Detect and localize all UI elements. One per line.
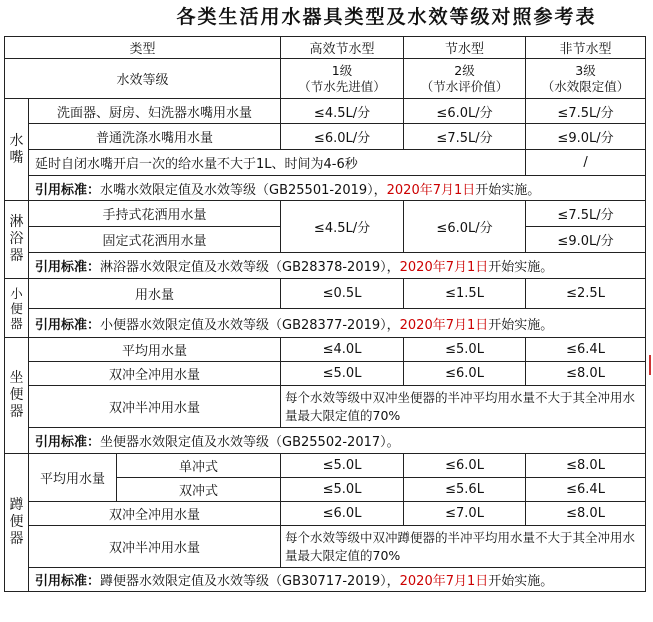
shower-row-1	[5, 201, 646, 227]
toilet-category-char: 便	[9, 387, 24, 403]
standard-heading: 引用标准：	[35, 317, 101, 333]
faucet-row-label: 洗面器、厨房、妇洗器水嘴用水量	[29, 99, 281, 124]
standard-tail: 开始实施。	[488, 260, 554, 275]
squat-avg-v2: ≤5.6L	[404, 478, 526, 502]
toilet-row-1	[5, 338, 646, 362]
grade-row	[5, 59, 646, 99]
standard-text: 水嘴水效限定值及水效等级（GB25501-2019），	[100, 182, 387, 198]
squat-avg-v1: ≤5.0L	[281, 478, 404, 502]
faucet-row-v1: ≤6.0L/分	[281, 124, 404, 150]
shower-row-v3: ≤9.0L/分	[526, 227, 646, 253]
standard-date: 2020年7月1日	[399, 260, 489, 275]
grade-label: 水效等级	[5, 59, 281, 99]
squat-avg-v3: ≤6.4L	[526, 478, 646, 502]
shower-standard-row	[5, 253, 646, 279]
toilet-row-v1: ≤5.0L	[281, 362, 404, 386]
urinal-category	[5, 279, 29, 338]
squat-full-row	[5, 502, 646, 526]
squat-category-char: 便	[9, 514, 24, 530]
faucet-standard	[29, 176, 646, 201]
urinal-standard	[29, 309, 646, 338]
faucet-delay-v3: /	[526, 150, 646, 176]
grade-3-level: 3级	[575, 62, 596, 78]
grade-2	[404, 59, 526, 99]
toilet-standard-row	[5, 428, 646, 454]
faucet-row-v1: ≤4.5L/分	[281, 99, 404, 124]
header-high-efficiency: 高效节水型	[281, 37, 404, 59]
standard-text: 小便器水效限定值及水效等级（GB28377-2019），	[100, 317, 400, 333]
grade-3-note: （水效限定值）	[541, 78, 630, 94]
faucet-row-v3: ≤7.5L/分	[526, 99, 646, 124]
grade-1-note: （节水先进值）	[298, 78, 386, 94]
toilet-category-char: 器	[9, 404, 24, 420]
toilet-row-label: 双冲全冲用水量	[29, 362, 281, 386]
shower-category	[5, 201, 29, 279]
standard-tail: 开始实施。	[475, 182, 541, 198]
toilet-row-v2: ≤6.0L	[404, 362, 526, 386]
standard-text: 坐便器水效限定值及水效等级（GB25502-2017）。	[100, 435, 400, 450]
squat-category-char: 蹲	[9, 497, 24, 513]
squat-standard	[29, 568, 646, 592]
toilet-half-note: 每个水效等级中双冲坐便器的半冲平均用水量不大于其全冲用水量最大限定值的70%	[281, 386, 646, 428]
shower-v1: ≤4.5L/分	[281, 201, 404, 253]
faucet-category-char: 水	[9, 132, 24, 149]
faucet-row-label: 普通洗涤水嘴用水量	[29, 124, 281, 150]
squat-category	[5, 454, 29, 592]
shower-row-label: 固定式花洒用水量	[29, 227, 281, 253]
header-water-saving: 节水型	[404, 37, 526, 59]
urinal-standard-row	[5, 309, 646, 338]
faucet-row-v2: ≤6.0L/分	[404, 99, 526, 124]
toilet-row-2	[5, 362, 646, 386]
shower-category-char: 器	[9, 248, 24, 264]
squat-avg-label: 平均用水量	[29, 454, 117, 502]
header-row	[5, 37, 646, 59]
faucet-standard-row	[5, 176, 646, 201]
standard-date: 2020年7月1日	[399, 317, 489, 333]
squat-half-label: 双冲半冲用水量	[29, 526, 281, 568]
squat-avg-v2: ≤6.0L	[404, 454, 526, 478]
faucet-category	[5, 99, 29, 201]
header-non-saving: 非节水型	[526, 37, 646, 59]
squat-full-v3: ≤8.0L	[526, 502, 646, 526]
toilet-standard	[29, 428, 646, 454]
urinal-row	[5, 279, 646, 309]
squat-avg-sublabel: 双冲式	[117, 478, 281, 502]
shower-row-label: 手持式花洒用水量	[29, 201, 281, 227]
urinal-v3: ≤2.5L	[526, 279, 646, 309]
standard-tail: 开始实施。	[488, 574, 554, 589]
squat-category-char: 器	[9, 531, 24, 547]
shower-standard	[29, 253, 646, 279]
standard-heading: 引用标准：	[35, 574, 101, 589]
squat-half-note: 每个水效等级中双冲蹲便器的半冲平均用水量不大于其全冲用水量最大限定值的70%	[281, 526, 646, 568]
standard-date: 2020年7月1日	[386, 182, 476, 198]
toilet-row-v2: ≤5.0L	[404, 338, 526, 362]
urinal-category-char: 便	[10, 300, 23, 316]
standard-text: 蹲便器水效限定值及水效等级（GB30717-2019），	[100, 574, 400, 589]
standard-tail: 开始实施。	[488, 317, 554, 333]
standard-text: 淋浴器水效限定值及水效等级（GB28378-2019），	[100, 260, 400, 275]
toilet-row-v3: ≤8.0L	[526, 362, 646, 386]
squat-full-v2: ≤7.0L	[404, 502, 526, 526]
standard-heading: 引用标准：	[35, 260, 101, 275]
squat-full-v1: ≤6.0L	[281, 502, 404, 526]
toilet-half-label: 双冲半冲用水量	[29, 386, 281, 428]
shower-category-char: 淋	[9, 214, 24, 230]
table-title: 各类生活用水器具类型及水效等级对照参考表	[176, 6, 597, 28]
faucet-delay-row	[5, 150, 646, 176]
grade-1-level: 1级	[331, 62, 353, 78]
grade-3	[526, 59, 646, 99]
standard-heading: 引用标准：	[35, 182, 101, 198]
squat-row-single	[5, 454, 646, 478]
faucet-delay-label: 延时自闭水嘴开启一次的给水量不大于1L、时间为4-6秒	[29, 150, 526, 176]
edge-mark	[649, 355, 651, 375]
standard-date: 2020年7月1日	[399, 574, 489, 589]
toilet-category-char: 坐	[9, 370, 24, 386]
squat-standard-row	[5, 568, 646, 592]
urinal-v2: ≤1.5L	[404, 279, 526, 309]
toilet-category	[5, 338, 29, 454]
urinal-row-label: 用水量	[29, 279, 281, 309]
faucet-row-v3: ≤9.0L/分	[526, 124, 646, 150]
squat-avg-v1: ≤5.0L	[281, 454, 404, 478]
grade-2-note: （节水评价值）	[420, 78, 509, 94]
shower-row-v3: ≤7.5L/分	[526, 201, 646, 227]
shower-v2: ≤6.0L/分	[404, 201, 526, 253]
grade-1	[281, 59, 404, 99]
squat-full-label: 双冲全冲用水量	[29, 502, 281, 526]
toilet-row-v1: ≤4.0L	[281, 338, 404, 362]
faucet-category-char: 嘴	[9, 149, 24, 166]
header-type: 类型	[5, 37, 281, 59]
urinal-v1: ≤0.5L	[281, 279, 404, 309]
water-efficiency-table	[4, 36, 646, 592]
faucet-row-v2: ≤7.5L/分	[404, 124, 526, 150]
squat-avg-v3: ≤8.0L	[526, 454, 646, 478]
faucet-row-2	[5, 124, 646, 150]
urinal-category-char: 小	[10, 285, 23, 301]
toilet-row-v3: ≤6.4L	[526, 338, 646, 362]
shower-category-char: 浴	[9, 231, 24, 247]
squat-avg-sublabel: 单冲式	[117, 454, 281, 478]
faucet-row-1	[5, 99, 646, 124]
toilet-row-label: 平均用水量	[29, 338, 281, 362]
grade-2-level: 2级	[454, 62, 475, 78]
standard-heading: 引用标准：	[35, 435, 101, 450]
urinal-category-char: 器	[10, 315, 23, 331]
toilet-half-row	[5, 386, 646, 428]
squat-half-row	[5, 526, 646, 568]
